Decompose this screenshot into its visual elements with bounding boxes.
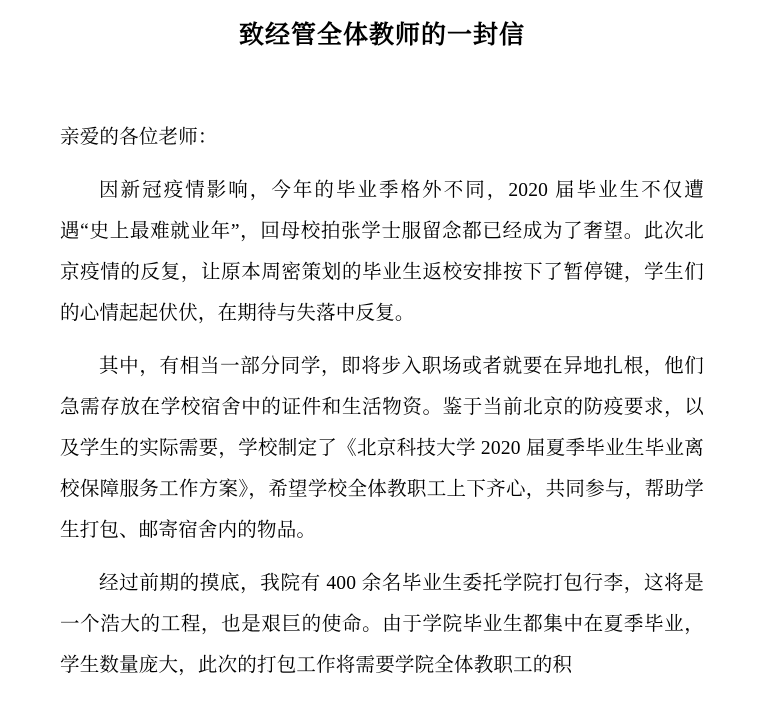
paragraph-salutation: 亲爱的各位老师： bbox=[60, 126, 218, 148]
paragraph-body-2: 其中，有相当一部分同学，即将步入职场或者就要在异地扎根，他们急需存放在学校宿舍中的证件和生活物资。鉴于当前北京的防疫要求，以及学生的实际需要，学校制定了《北京科技大学 2020 届夏季毕业生毕业离校保障服务工作方案》，希望学校全体教职工上下齐心，共同参与，帮助学生打包、邮寄宿舍内的物品。 bbox=[60, 355, 704, 541]
page-title: 致经管全体教师的一封信 bbox=[238, 22, 525, 49]
paragraph-body-1: 因新冠疫情影响，今年的毕业季格外不同，2020 届毕业生不仅遭遇“史上最难就业年”，回母校拍张学士服留念都已经成为了奢望。此次北京疫情的反复，让原本周密策划的毕业生返校安排按下了暂停键，学生们的心情起起伏伏，在期待与失落中反复。 bbox=[60, 179, 704, 324]
paragraph-body-3: 经过前期的摸底，我院有 400 余名毕业生委托学院打包行李，这将是一个浩大的工程，也是艰巨的使命。由于学院毕业生都集中在夏季毕业，学生数量庞大，此次的打包工作将需要学院全体教职工的积 bbox=[60, 572, 704, 676]
document-body bbox=[0, 117, 764, 686]
